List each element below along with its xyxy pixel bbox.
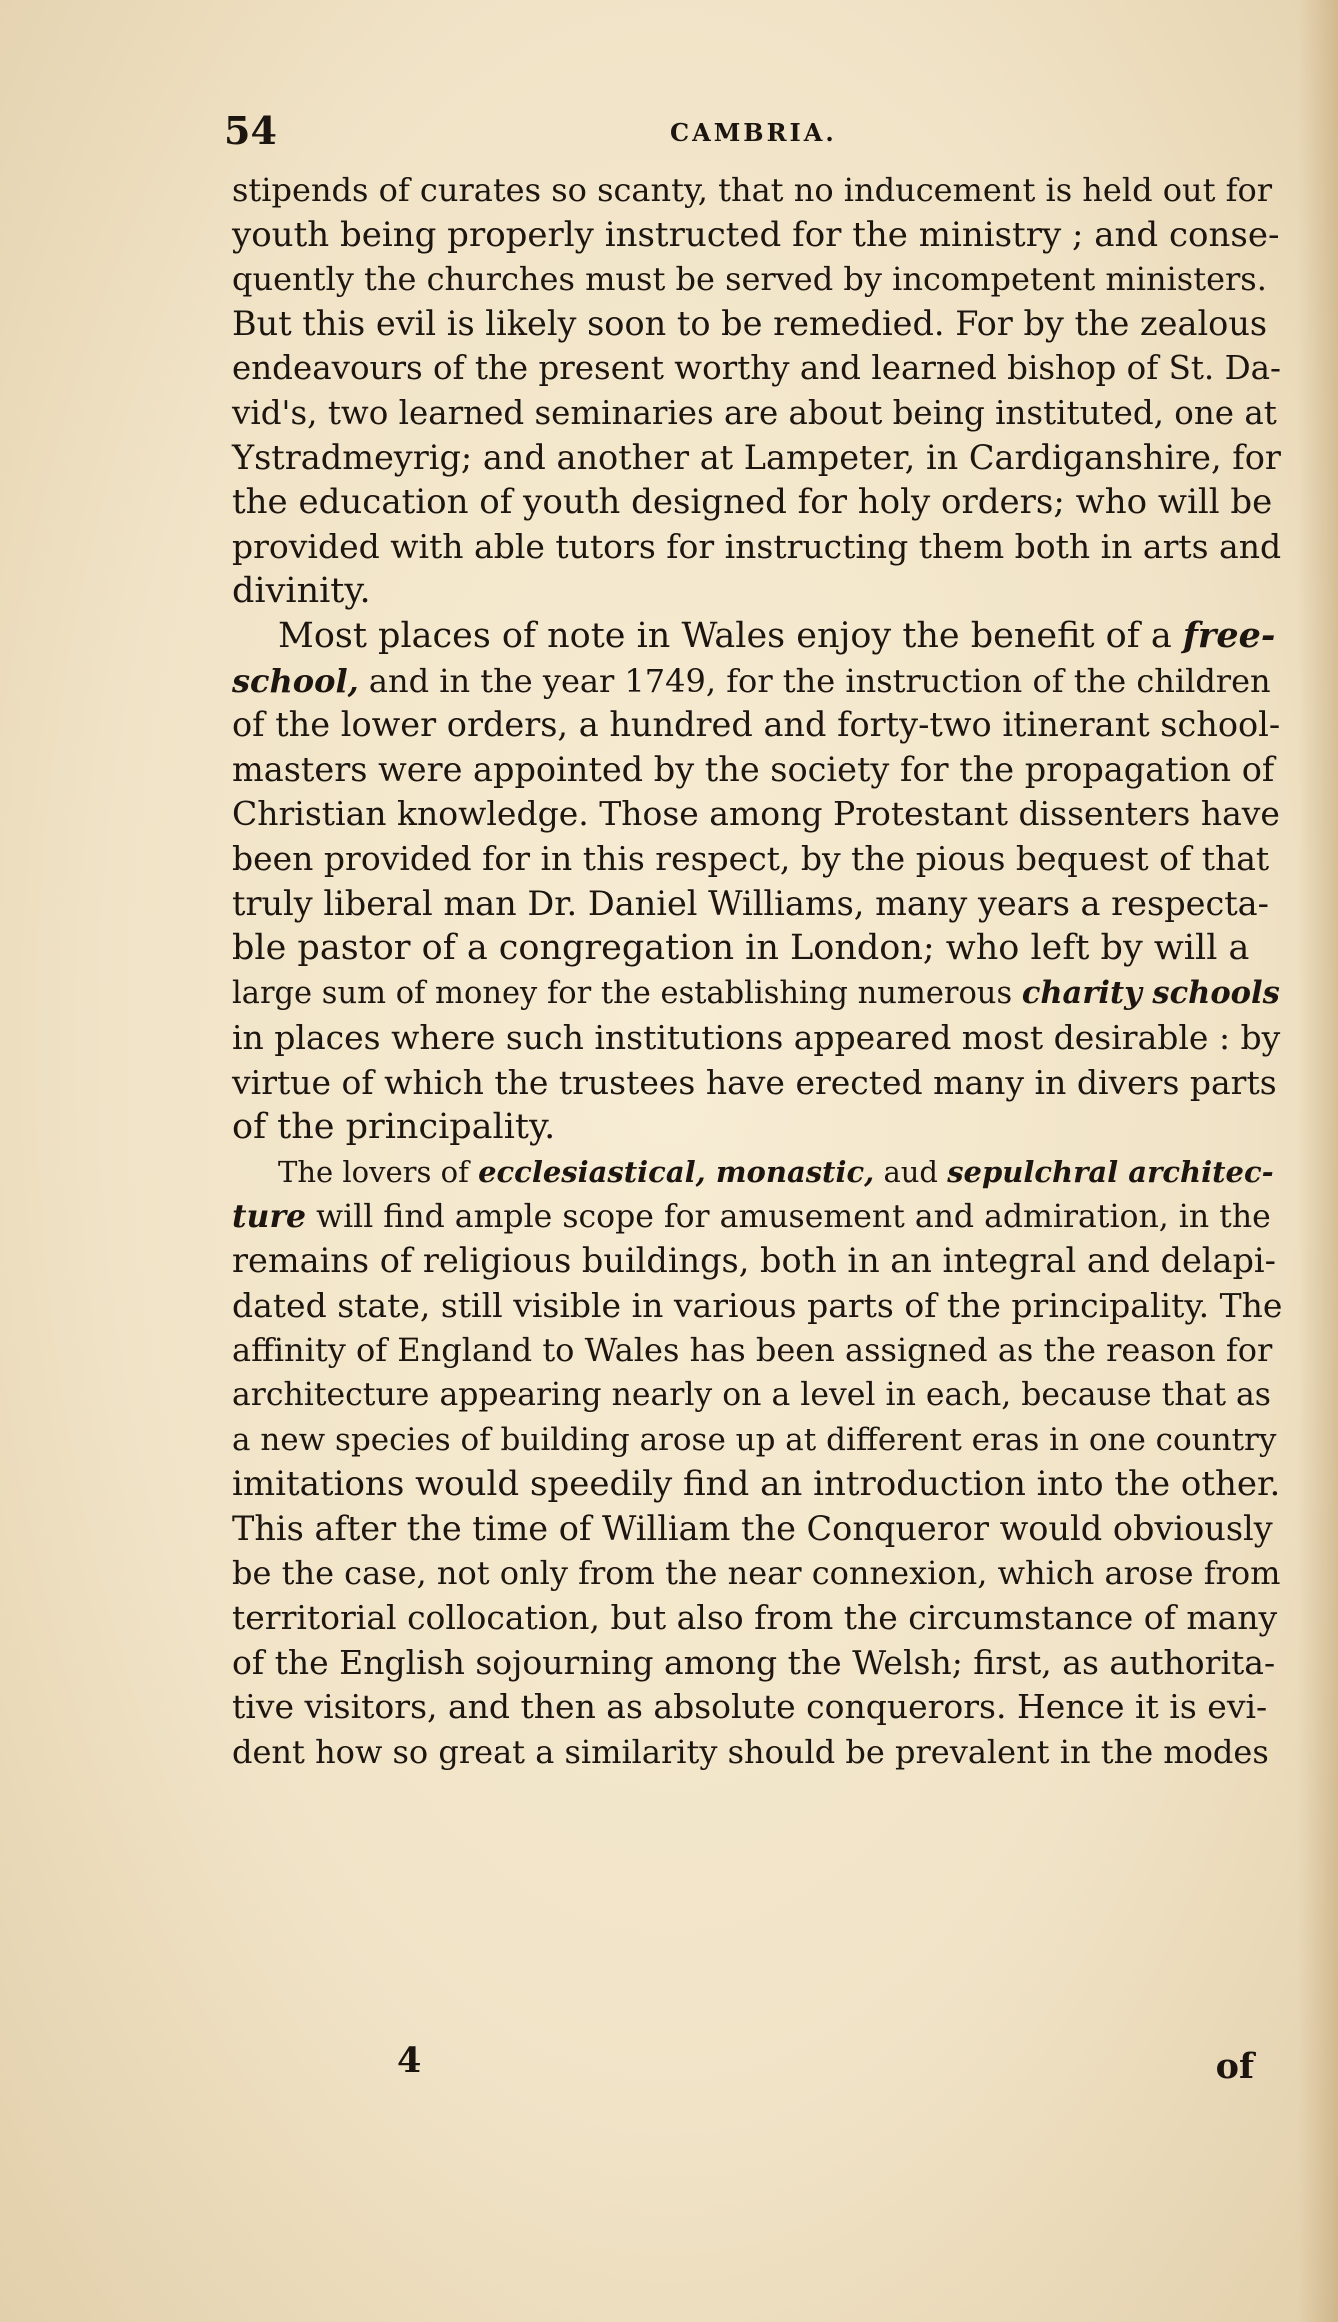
text-line (232, 614, 1282, 659)
text-line: of the principality. (232, 1107, 556, 1148)
text-line: endeavours of the present worthy and learned bishop of St. Da- (232, 349, 1281, 388)
text-line: imitations would speedily find an introduction into the other. (232, 1464, 1281, 1505)
text-line: Ystradmeyrig; and another at Lampeter, in Cardiganshire, for (232, 437, 1281, 477)
text-segment: Most places of note in Wales enjoy the benefit of a (278, 615, 1172, 656)
text-segment: will find ample scope for amusement and admiration, in the (316, 1198, 1271, 1235)
text-line: vid's, two learned seminaries are about being instituted, one at (232, 393, 1277, 432)
text-line: architecture appearing nearly on a level in each, because that as (232, 1377, 1271, 1414)
page-header (224, 108, 1104, 158)
text-line: be the case, not only from the near connexion, which arose from (232, 1554, 1281, 1593)
text-line: of the English sojourning among the Welsh; first, as authorita- (232, 1642, 1276, 1682)
text-line: But this evil is likely soon to be remedied. For by the zealous (232, 303, 1268, 343)
text-line: stipends of curates so scanty, that no inducement is held out for (232, 171, 1273, 209)
italic-term: school, (232, 661, 359, 700)
text-line: been provided for in this respect, by the pious bequest of that (232, 838, 1270, 878)
text-line: of the lower orders, a hundred and forty-two itinerant school- (232, 705, 1281, 745)
text-line: virtue of which the trustees have erected many in divers parts (232, 1062, 1277, 1102)
page-footer (232, 2040, 1282, 2090)
italic-term: ecclesiastical, monastic, (478, 1155, 875, 1190)
italic-term: ture (232, 1197, 307, 1235)
text-line: the education of youth designed for holy orders; who will be (232, 482, 1273, 523)
text-line: in places where such institutions appeared most desirable : by (232, 1018, 1281, 1058)
text-line: truly liberal man Dr. Daniel Williams, many years a respecta- (232, 883, 1269, 923)
text-line: divinity. (232, 571, 371, 612)
text-line: masters were appointed by the society for the propagation of (232, 749, 1275, 789)
italic-term: sepulchral architec- (947, 1155, 1274, 1190)
text-line (232, 659, 1282, 704)
text-line: provided with able tutors for instructing them both in arts and (232, 526, 1282, 566)
text-line: tive visitors, and then as absolute conquerors. Hence it is evi- (232, 1687, 1268, 1727)
text-line (232, 971, 1282, 1017)
page-edge-shadow (1298, 0, 1338, 2322)
text-line: quently the churches must be served by incompetent ministers. (232, 260, 1267, 299)
body-text (232, 168, 1282, 1774)
text-line: remains of religious buildings, both in an integral and delapi- (232, 1241, 1276, 1281)
running-head: CAMBRIA. (670, 118, 837, 147)
text-line: dated state, still visible in various parts of the principality. The (232, 1285, 1283, 1325)
text-line (232, 1195, 1282, 1240)
text-line: ble pastor of a congregation in London; who left by will a (232, 928, 1250, 969)
text-line (232, 1150, 1282, 1195)
text-segment: large sum of money for the establishing numerous (232, 975, 1013, 1011)
catchword: of (1215, 2046, 1254, 2087)
page-number: 54 (224, 108, 277, 153)
text-segment: aud (883, 1155, 938, 1190)
text-line: youth being properly instructed for the ministry ; and conse- (232, 214, 1280, 255)
text-line: dent how so great a similarity should be prevalent in the modes (232, 1732, 1269, 1771)
italic-term: free- (1182, 614, 1276, 656)
text-line: affinity of England to Wales has been assigned as the reason for (232, 1331, 1273, 1370)
text-line: Christian knowledge. Those among Protestant dissenters have (232, 794, 1280, 834)
italic-term: charity schools (1021, 974, 1280, 1011)
text-line: a new species of building arose up at different eras in one country (232, 1421, 1277, 1458)
text-segment: The lovers of (278, 1155, 469, 1190)
text-line: territorial collocation, but also from the circumstance of many (232, 1598, 1278, 1637)
signature-mark: 4 (397, 2040, 422, 2081)
text-line: This after the time of William the Conqueror would obviously (232, 1508, 1273, 1548)
text-segment: and in the year 1749, for the instruction of the children (368, 661, 1271, 700)
